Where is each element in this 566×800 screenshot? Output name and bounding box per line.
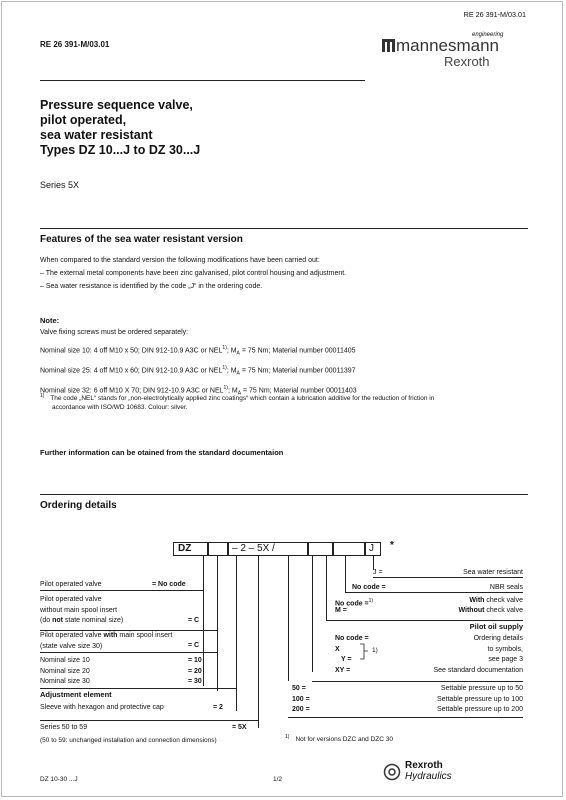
without-check <box>458 606 523 617</box>
sleeve-label: Sleeve with hexagon and protective cap <box>40 704 164 711</box>
note-heading: Note: <box>40 316 60 325</box>
code-box-pilot <box>308 542 333 556</box>
note-line-3 <box>40 363 357 379</box>
note-sub-a: A <box>237 390 242 397</box>
eq-30: = 30 <box>188 678 202 685</box>
features-item-1: – The external metal components have been zinc galvanised, pilot control housing and adjustment. <box>40 269 347 277</box>
fn-text: Not for versions DZC and DZC 30 <box>295 736 393 744</box>
title-line-1: Pressure sequence valve, <box>40 98 193 112</box>
brand-2: Hydraulics <box>405 771 452 782</box>
pilot-oil: Pilot oil supply <box>469 622 523 631</box>
features-body <box>40 256 346 293</box>
pilot-sup: 1) <box>372 647 378 654</box>
note-line-4-end: = 75 Nm; Material number 00011403 <box>241 387 357 395</box>
note-line-3-text: Nominal size 25: 4 off M10 x 60; DIN 912-10.9 A3C or NEL <box>40 367 223 375</box>
set-50: Settable pressure up to 50 <box>440 685 523 692</box>
footnote-marker: 1) <box>40 393 45 399</box>
footnote-line-a: The code „NEL“ stands for „non-electrolytically applied zinc coatings“ which contain a lubrication additive for the reduction of friction in <box>50 395 435 403</box>
p-200: 200 = <box>292 706 310 713</box>
ordering-rule <box>40 494 528 495</box>
j-desc: Sea water resistant <box>463 569 523 576</box>
pilot-valve-code: = No code <box>152 581 186 588</box>
note-line-2-end: = 75 Nm; Material number 00011405 <box>239 346 356 354</box>
without-check-text: check valve <box>484 607 523 614</box>
note-line-1: Valve fixing screws must be ordered separately: <box>40 329 189 336</box>
note-sup: 1) <box>223 384 228 391</box>
without-spool-3a: (do <box>40 617 53 624</box>
brace-icon <box>358 643 372 661</box>
without-check-bold: Without <box>458 607 485 614</box>
guide-line <box>288 717 523 718</box>
title-line-2: pilot operated, <box>40 113 127 127</box>
logo-sub: Rexroth <box>444 54 490 69</box>
with-check-bold: With <box>469 597 485 604</box>
footnote-line-b: accordance with ISO/WD 10683. Colour: silver. <box>52 404 188 412</box>
nocode-check-text: No code = <box>335 600 369 608</box>
nominal-size-block <box>40 656 90 688</box>
note-line-2 <box>40 343 357 359</box>
pressure-codes <box>292 684 310 716</box>
nominal-size-codes <box>188 656 202 688</box>
with-spool-1 <box>40 631 172 642</box>
note-line-3-end: = 75 Nm; Material number 00011397 <box>239 367 356 375</box>
code-box-pressure <box>333 542 365 556</box>
header-rule <box>40 80 365 81</box>
further-info: Further information can be otained from the standard documentaion <box>40 448 284 457</box>
without-spool-3 <box>40 616 123 627</box>
guide-line <box>40 720 258 721</box>
ord-4: See standard documentation <box>433 666 523 674</box>
page-title <box>40 98 200 158</box>
guide-line <box>258 556 259 728</box>
code-mid: – 2 – 5X / <box>232 543 275 554</box>
footer-left: DZ 10-30 ...J <box>40 776 78 783</box>
features-intro: When compared to the standard version the following modifications have been carried out: <box>40 257 320 264</box>
note-sup: 1) <box>222 344 227 351</box>
ord-2: to symbols, <box>487 645 523 653</box>
pilot-valve-label: Pilot operated valve <box>40 581 102 588</box>
ns-10: Nominal size 10 <box>40 657 90 664</box>
features-heading: Features of the sea water resistant version <box>40 234 243 245</box>
j-eq: J = <box>373 569 383 576</box>
pilot-desc <box>433 634 523 676</box>
with-spool-a: Pilot operated valve <box>40 632 104 639</box>
without-spool-3c: state nominal size) <box>62 617 124 624</box>
title-line-4: Types DZ 10...J to DZ 30...J <box>40 143 201 157</box>
series-note: (50 to 59: unchanged installation and connection dimensions) <box>40 737 217 744</box>
m-eq: M = <box>335 607 347 614</box>
code-box-variant <box>208 542 228 556</box>
with-spool-2: (state valve size 30) <box>40 642 103 650</box>
without-spool-1: Pilot operated valve <box>40 596 102 603</box>
eq-c2: = C <box>188 642 200 649</box>
set-100: Settable pressure up to 100 <box>436 695 523 703</box>
guide-line <box>217 556 218 691</box>
set-200: Settable pressure up to 200 <box>436 706 523 713</box>
footnote-versions <box>285 734 393 743</box>
series-range: Series 50 to 59 <box>40 724 88 731</box>
eq-2: = 2 <box>213 704 223 711</box>
brand-1: Rexroth <box>405 760 443 771</box>
pilot-nocode: No code = <box>335 635 369 642</box>
pressure-desc <box>437 684 523 716</box>
p-100: 100 = <box>292 695 310 703</box>
guide-line <box>203 556 204 686</box>
with-spool-b: with <box>103 632 118 639</box>
logo-engineering: engineering <box>472 32 504 38</box>
guide-line <box>236 556 237 711</box>
nbr-seals: NBR seals <box>489 584 523 591</box>
note-footnote <box>40 392 434 412</box>
pilot-y: Y = <box>341 656 352 663</box>
features-item-2: – Sea water resistance is identified by the code „J“ in the ordering code. <box>40 283 263 290</box>
note-line-2-text: Nominal size 10: 4 off M10 x 50; DIN 912-10.9 A3C or NEL <box>40 346 223 354</box>
note-body <box>40 328 357 399</box>
guide-line <box>40 688 236 689</box>
with-check-text: check valve <box>484 597 523 604</box>
eq-5x: = 5X <box>232 724 247 731</box>
ordering-heading: Ordering details <box>40 500 117 511</box>
pilot-x: X <box>335 645 340 653</box>
note-m-label: ; M <box>226 367 237 375</box>
guide-line <box>288 556 289 681</box>
rexroth-logo <box>383 759 523 789</box>
note-sub-a: A <box>236 350 240 357</box>
guide-line <box>40 652 217 653</box>
ns-20: Nominal size 20 <box>40 667 90 675</box>
guide-line <box>326 620 523 621</box>
note-sup: 1) <box>222 364 227 371</box>
note-m-label: ; M <box>227 387 238 395</box>
eq-c1: = C <box>188 617 200 624</box>
pilot-brace <box>358 643 372 666</box>
ns-30: Nominal size 30 <box>40 678 90 685</box>
nocode-sup: 1) <box>368 598 374 604</box>
ord-1: Ordering details <box>473 635 523 642</box>
fn-marker: 1) <box>285 734 290 740</box>
pilot-xy: XY = <box>335 666 351 674</box>
title-line-3: sea water resistant <box>40 128 153 142</box>
with-spool-c: main spool insert <box>117 632 173 639</box>
eq-10: = 10 <box>188 657 202 664</box>
without-spool-2: without main spool insert <box>40 606 118 614</box>
code-j: J <box>369 543 374 554</box>
guide-line <box>326 556 327 620</box>
logo-brand: mannesmann <box>396 36 500 55</box>
note-m-label: ; M <box>226 346 237 354</box>
with-spool-block <box>40 631 172 652</box>
p-50: 50 = <box>292 685 306 692</box>
note-sub-a: A <box>236 370 240 377</box>
eq-20: = 20 <box>188 667 202 675</box>
without-spool-3b: not <box>52 617 63 624</box>
with-check <box>469 596 523 607</box>
code-star: * <box>390 540 394 551</box>
nocode-nbr: No code = <box>352 584 386 591</box>
guide-line <box>312 681 523 682</box>
series-label: Series 5X <box>40 180 80 190</box>
rexroth-wheel-icon <box>383 763 401 781</box>
doc-code-left: RE 26 391-M/03.01 <box>40 40 110 49</box>
features-rule <box>40 228 528 229</box>
guide-line <box>345 556 346 592</box>
mannesmann-logo <box>382 32 522 72</box>
ord-3: see page 3 <box>488 656 523 663</box>
without-spool-block <box>40 595 123 627</box>
adj-heading: Adjustment element <box>40 690 112 699</box>
code-dz: DZ <box>178 543 192 554</box>
page-number: 1/2 <box>273 776 283 783</box>
guide-line <box>312 556 313 672</box>
note-line-4-text: Nominal size 32: 6 off M10 X 70; DIN 912-10.9 A3C or NEL <box>40 387 224 395</box>
doc-code-top: RE 26 391-M/03.01 <box>463 10 526 19</box>
rexroth-text <box>405 760 452 782</box>
